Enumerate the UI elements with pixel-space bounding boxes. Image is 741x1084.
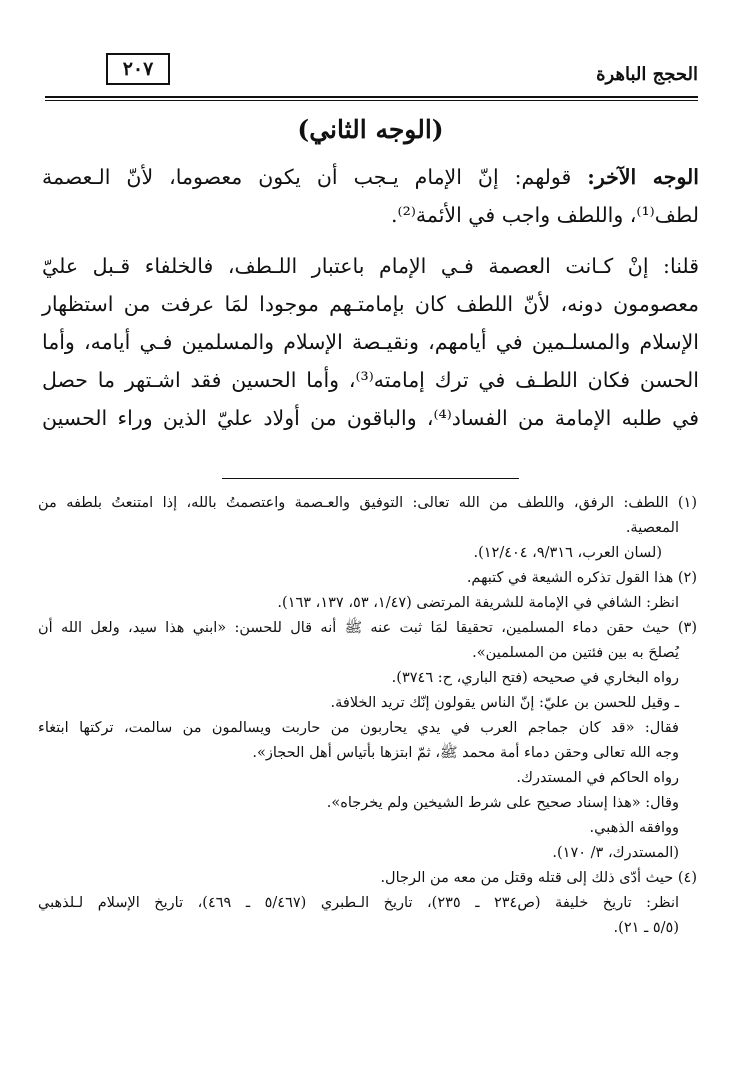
paragraph1-line1-text: قولهم: إنّ الإمام يـجب أن يكون معصوما، لأنّ الـعصمة (42, 165, 588, 189)
paragraph-gap (42, 234, 699, 247)
footnotes (38, 491, 697, 941)
page-number: ٢٠٧ (122, 58, 154, 80)
footnote-3-line8: وقال: «هذا إسناد صحيح على شرط الشيخين ولم يخرجاه». (326, 795, 679, 811)
footnote-3-line2: يُصلحَ به بين فئتين من المسلمين». (472, 645, 679, 661)
paragraph2-line1: قلنا: إنْ كـانت العصمة فـي الإمام باعتبار اللـطف، فالخلفاء قـبل عليّ (42, 254, 699, 278)
footnote-3-line6: وجه الله تعالى وحقن دماء أمة محمد ﷺ، ثمّ ابتزها بأتياس أهل الحجاز». (252, 745, 679, 761)
footnote-3-line5: فقال: «قد كان جماجم العرب في يدي يحاربون من حاربت ويسالمون من سالمت، تركتها ابتغاء (38, 720, 679, 736)
paragraph2-line5: في طلبه الإمامة من الفساد⁽⁴⁾، والباقون من أولاد عليّ الذين وراء الحسين (42, 406, 699, 430)
paragraph1-lead: الوجه الآخر: (587, 165, 699, 189)
footnote-2-line1: (٢) هذا القول تذكره الشيعة في كتبهم. (466, 570, 697, 586)
footnote-3-line1: (٣) حيث حقن دماء المسلمين، تحقيقا لمَا ثبت عنه ﷺ أنه قال للحسن: «ابني هذا سيد، ولعل الله أن (38, 620, 697, 636)
footnote-3-line7: رواه الحاكم في المستدرك. (516, 770, 679, 786)
header-rule (45, 96, 698, 98)
footnote-1-line1: (١) اللطف: الرفق، واللطف من الله تعالى: التوفيق والعـصمة واعتصمتُ بالله، إذا امتنعتُ بلطفه من (38, 495, 697, 511)
page-number-box (106, 53, 170, 85)
paragraph1-line2: لطف⁽¹⁾، واللطف واجب في الأئمة⁽²⁾. (391, 203, 699, 227)
footnote-4-line2: انظر: تاريخ خليفة (ص٢٣٤ ـ ٢٣٥)، تاريخ الـطبري (٥/٤٦٧ ـ ٤٦٩)، تاريخ الإسلام لـلذهبي (38, 895, 680, 911)
footnote-3-line10: (المستدرك، ٣/ ١٧٠). (552, 845, 679, 861)
paragraph1-line1 (42, 158, 699, 196)
paragraph2-line2: معصومون دونه، لأنّ اللطف كان بإمامتـهم موجودا لمَا عرفت من استظهار (42, 292, 699, 316)
running-title: الحجج الباهرة (596, 64, 698, 85)
section-heading: (الوجه الثاني) (297, 115, 444, 144)
footnote-1-source: (لسان العرب، ٩/٣١٦، ١٢/٤٠٤). (473, 545, 662, 561)
footnote-2-source: انظر: الشافي في الإمامة للشريفة المرتضى (١/٤٧، ٥٣، ١٣٧، ١٦٣). (277, 595, 679, 611)
paragraph2-line4: الحسن فكان اللطـف في ترك إمامته⁽³⁾، وأما الحسين فقد اشـتهر ما حصل (42, 368, 699, 392)
footnote-3-line4: ـ وقيل للحسن بن عليّ: إنّ الناس يقولون إنّك تريد الخلافة. (330, 695, 679, 711)
paragraph2-line3: الإسلام والمسلـمين في أيامهم، ونقيـصة الإسلام والمسلمين فـي أيامه، وأما (42, 330, 699, 354)
main-text (42, 158, 699, 437)
footnote-separator (222, 478, 519, 479)
header-rule-thin (45, 100, 698, 101)
footnote-4-line1: (٤) حيث أدّى ذلك إلى قتله وقتل من معه من الرجال. (380, 870, 697, 886)
footnote-3-line3: رواه البخاري في صحيحه (فتح الباري، ح: ٣٧٤٦). (391, 670, 679, 686)
footnote-1-line2: المعصية. (625, 520, 679, 536)
footnote-3-line9: ووافقه الذهبي. (589, 820, 679, 836)
footnote-4-line3: (٥/٥ ـ ٢١). (613, 920, 679, 936)
